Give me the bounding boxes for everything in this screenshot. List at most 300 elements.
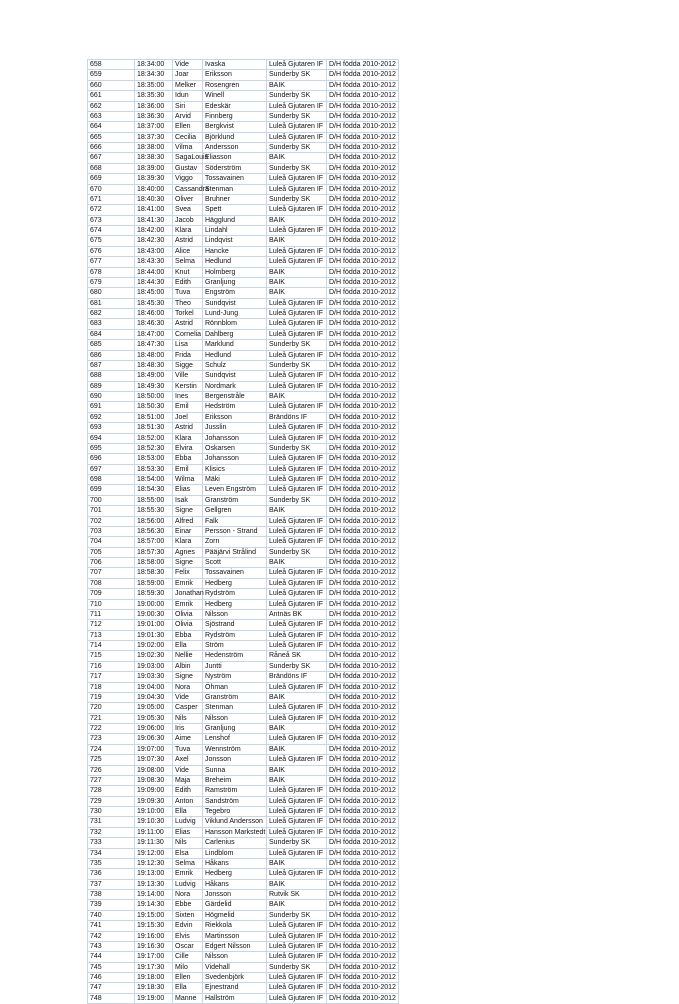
- class-cell: D/H födda 2010-2012: [327, 651, 399, 661]
- club-cell: BAIK: [267, 724, 327, 734]
- start-time-cell: 18:46:00: [135, 309, 173, 319]
- first-name-cell: Ebba: [173, 454, 203, 464]
- first-name-cell: Felix: [173, 568, 203, 578]
- table-row: [88, 879, 399, 889]
- first-name-cell: SagaLouis: [173, 153, 203, 163]
- table-row: [88, 329, 399, 339]
- club-cell: Luleå Gjutaren IF: [267, 329, 327, 339]
- class-cell: D/H födda 2010-2012: [327, 578, 399, 588]
- last-name-cell: Hallström: [203, 993, 267, 1003]
- last-name-cell: Edgert Nilsson: [203, 941, 267, 951]
- start-time-cell: 18:52:00: [135, 433, 173, 443]
- first-name-cell: Joel: [173, 412, 203, 422]
- class-cell: D/H födda 2010-2012: [327, 506, 399, 516]
- class-cell: D/H födda 2010-2012: [327, 454, 399, 464]
- club-cell: Sunderby SK: [267, 910, 327, 920]
- last-name-cell: Bergenstråle: [203, 392, 267, 402]
- last-name-cell: Jonsson: [203, 755, 267, 765]
- club-cell: BAIK: [267, 277, 327, 287]
- start-time-cell: 18:43:30: [135, 257, 173, 267]
- first-name-cell: Casper: [173, 703, 203, 713]
- table-row: [88, 443, 399, 453]
- start-time-cell: 18:47:00: [135, 329, 173, 339]
- club-cell: Luleå Gjutaren IF: [267, 786, 327, 796]
- class-cell: D/H födda 2010-2012: [327, 153, 399, 163]
- class-cell: D/H födda 2010-2012: [327, 91, 399, 101]
- table-row: [88, 682, 399, 692]
- last-name-cell: Ramström: [203, 786, 267, 796]
- start-time-cell: 18:40:00: [135, 184, 173, 194]
- first-name-cell: Axel: [173, 755, 203, 765]
- table-row: [88, 194, 399, 204]
- table-row: [88, 495, 399, 505]
- table-row: [88, 599, 399, 609]
- club-cell: Sunderby SK: [267, 340, 327, 350]
- table-row: [88, 485, 399, 495]
- first-name-cell: Theo: [173, 298, 203, 308]
- class-cell: D/H födda 2010-2012: [327, 226, 399, 236]
- table-row: [88, 298, 399, 308]
- club-cell: Sunderby SK: [267, 661, 327, 671]
- start-number-cell: 690: [88, 392, 135, 402]
- start-time-cell: 18:47:30: [135, 340, 173, 350]
- start-number-cell: 748: [88, 993, 135, 1003]
- club-cell: Luleå Gjutaren IF: [267, 381, 327, 391]
- table-row: [88, 589, 399, 599]
- start-number-cell: 739: [88, 900, 135, 910]
- first-name-cell: Wilma: [173, 475, 203, 485]
- last-name-cell: Gärdelid: [203, 900, 267, 910]
- club-cell: Luleå Gjutaren IF: [267, 101, 327, 111]
- table-row: [88, 568, 399, 578]
- start-time-cell: 19:13:30: [135, 879, 173, 889]
- start-number-cell: 663: [88, 111, 135, 121]
- first-name-cell: Tuva: [173, 288, 203, 298]
- start-time-cell: 19:18:30: [135, 983, 173, 993]
- table-row: [88, 360, 399, 370]
- table-row: [88, 827, 399, 837]
- first-name-cell: Astrid: [173, 423, 203, 433]
- table-row: [88, 153, 399, 163]
- first-name-cell: Sigge: [173, 360, 203, 370]
- club-cell: Luleå Gjutaren IF: [267, 184, 327, 194]
- start-number-cell: 716: [88, 661, 135, 671]
- last-name-cell: Ström: [203, 641, 267, 651]
- first-name-cell: Sixten: [173, 910, 203, 920]
- table-row: [88, 402, 399, 412]
- club-cell: Luleå Gjutaren IF: [267, 454, 327, 464]
- start-number-cell: 733: [88, 838, 135, 848]
- start-number-cell: 661: [88, 91, 135, 101]
- club-cell: Luleå Gjutaren IF: [267, 713, 327, 723]
- club-cell: Luleå Gjutaren IF: [267, 423, 327, 433]
- table-row: [88, 547, 399, 557]
- table-row: [88, 246, 399, 256]
- last-name-cell: Hedberg: [203, 599, 267, 609]
- first-name-cell: Agnes: [173, 547, 203, 557]
- start-time-cell: 19:00:00: [135, 599, 173, 609]
- class-cell: D/H födda 2010-2012: [327, 329, 399, 339]
- start-time-cell: 18:38:30: [135, 153, 173, 163]
- start-time-cell: 19:16:30: [135, 941, 173, 951]
- start-time-cell: 18:58:30: [135, 568, 173, 578]
- last-name-cell: Nordmark: [203, 381, 267, 391]
- start-number-cell: 708: [88, 578, 135, 588]
- first-name-cell: Knut: [173, 267, 203, 277]
- start-number-cell: 730: [88, 807, 135, 817]
- start-time-cell: 19:17:30: [135, 962, 173, 972]
- start-number-cell: 687: [88, 360, 135, 370]
- start-time-cell: 18:49:00: [135, 371, 173, 381]
- table-row: [88, 537, 399, 547]
- club-cell: Luleå Gjutaren IF: [267, 298, 327, 308]
- first-name-cell: Elvira: [173, 443, 203, 453]
- start-time-cell: 18:36:00: [135, 101, 173, 111]
- start-time-cell: 18:51:30: [135, 423, 173, 433]
- table-row: [88, 910, 399, 920]
- class-cell: D/H födda 2010-2012: [327, 277, 399, 287]
- table-row: [88, 122, 399, 132]
- last-name-cell: Lindqvist: [203, 236, 267, 246]
- class-cell: D/H födda 2010-2012: [327, 609, 399, 619]
- club-cell: BAIK: [267, 558, 327, 568]
- start-number-cell: 745: [88, 962, 135, 972]
- first-name-cell: Ella: [173, 641, 203, 651]
- class-cell: D/H födda 2010-2012: [327, 60, 399, 70]
- first-name-cell: Klara: [173, 226, 203, 236]
- table-row: [88, 775, 399, 785]
- table-row: [88, 890, 399, 900]
- last-name-cell: Mäki: [203, 475, 267, 485]
- first-name-cell: Olivia: [173, 609, 203, 619]
- class-cell: D/H födda 2010-2012: [327, 838, 399, 848]
- class-cell: D/H födda 2010-2012: [327, 215, 399, 225]
- table-row: [88, 506, 399, 516]
- table-row: [88, 433, 399, 443]
- start-number-cell: 675: [88, 236, 135, 246]
- table-row: [88, 526, 399, 536]
- start-time-cell: 19:01:00: [135, 620, 173, 630]
- start-number-cell: 741: [88, 921, 135, 931]
- club-cell: Luleå Gjutaren IF: [267, 848, 327, 858]
- last-name-cell: Eriksson: [203, 412, 267, 422]
- club-cell: Luleå Gjutaren IF: [267, 226, 327, 236]
- table-row: [88, 703, 399, 713]
- last-name-cell: Öhman: [203, 682, 267, 692]
- table-row: [88, 392, 399, 402]
- class-cell: D/H födda 2010-2012: [327, 661, 399, 671]
- last-name-cell: Andersson: [203, 143, 267, 153]
- first-name-cell: Emrik: [173, 599, 203, 609]
- first-name-cell: Torkel: [173, 309, 203, 319]
- class-cell: D/H födda 2010-2012: [327, 900, 399, 910]
- club-cell: Luleå Gjutaren IF: [267, 122, 327, 132]
- class-cell: D/H födda 2010-2012: [327, 848, 399, 858]
- club-cell: Luleå Gjutaren IF: [267, 174, 327, 184]
- start-time-cell: 18:44:30: [135, 277, 173, 287]
- club-cell: Luleå Gjutaren IF: [267, 309, 327, 319]
- start-time-cell: 18:39:00: [135, 163, 173, 173]
- table-row: [88, 277, 399, 287]
- club-cell: Luleå Gjutaren IF: [267, 319, 327, 329]
- start-number-cell: 674: [88, 226, 135, 236]
- start-number-cell: 707: [88, 568, 135, 578]
- class-cell: D/H födda 2010-2012: [327, 703, 399, 713]
- start-number-cell: 680: [88, 288, 135, 298]
- club-cell: Sunderby SK: [267, 547, 327, 557]
- table-row: [88, 132, 399, 142]
- table-row: [88, 744, 399, 754]
- club-cell: Sunderby SK: [267, 495, 327, 505]
- first-name-cell: Viggo: [173, 174, 203, 184]
- club-cell: Luleå Gjutaren IF: [267, 921, 327, 931]
- start-time-cell: 19:06:30: [135, 734, 173, 744]
- last-name-cell: Eliasson: [203, 153, 267, 163]
- start-time-cell: 19:02:30: [135, 651, 173, 661]
- class-cell: D/H födda 2010-2012: [327, 786, 399, 796]
- club-cell: Luleå Gjutaren IF: [267, 578, 327, 588]
- start-number-cell: 660: [88, 80, 135, 90]
- class-cell: D/H födda 2010-2012: [327, 516, 399, 526]
- start-number-cell: 689: [88, 381, 135, 391]
- first-name-cell: Ebbe: [173, 900, 203, 910]
- start-time-cell: 19:04:30: [135, 692, 173, 702]
- last-name-cell: Svedenbjörk: [203, 973, 267, 983]
- start-time-cell: 19:06:00: [135, 724, 173, 734]
- start-number-cell: 684: [88, 329, 135, 339]
- club-cell: Luleå Gjutaren IF: [267, 941, 327, 951]
- last-name-cell: Tossavainen: [203, 174, 267, 184]
- club-cell: Luleå Gjutaren IF: [267, 796, 327, 806]
- start-time-cell: 19:11:30: [135, 838, 173, 848]
- class-cell: D/H födda 2010-2012: [327, 692, 399, 702]
- start-time-cell: 18:49:30: [135, 381, 173, 391]
- last-name-cell: Söderström: [203, 163, 267, 173]
- table-row: [88, 993, 399, 1003]
- table-row: [88, 641, 399, 651]
- start-time-cell: 18:54:00: [135, 475, 173, 485]
- club-cell: Sunderby SK: [267, 443, 327, 453]
- class-cell: D/H födda 2010-2012: [327, 641, 399, 651]
- start-number-cell: 681: [88, 298, 135, 308]
- club-cell: Luleå Gjutaren IF: [267, 630, 327, 640]
- start-number-cell: 664: [88, 122, 135, 132]
- first-name-cell: Astrid: [173, 236, 203, 246]
- start-number-cell: 682: [88, 309, 135, 319]
- start-time-cell: 18:55:30: [135, 506, 173, 516]
- first-name-cell: Emrik: [173, 869, 203, 879]
- class-cell: D/H födda 2010-2012: [327, 817, 399, 827]
- start-time-cell: 19:10:00: [135, 807, 173, 817]
- start-time-cell: 19:05:30: [135, 713, 173, 723]
- table-row: [88, 962, 399, 972]
- table-row: [88, 609, 399, 619]
- table-row: [88, 661, 399, 671]
- club-cell: BAIK: [267, 506, 327, 516]
- start-number-cell: 731: [88, 817, 135, 827]
- first-name-cell: Ellen: [173, 122, 203, 132]
- class-cell: D/H födda 2010-2012: [327, 952, 399, 962]
- start-list-body: [88, 60, 399, 1004]
- start-number-cell: 720: [88, 703, 135, 713]
- start-time-cell: 18:54:30: [135, 485, 173, 495]
- start-time-cell: 18:34:30: [135, 70, 173, 80]
- last-name-cell: Lund-Jung: [203, 309, 267, 319]
- class-cell: D/H födda 2010-2012: [327, 246, 399, 256]
- club-cell: Sunderby SK: [267, 194, 327, 204]
- start-number-cell: 700: [88, 495, 135, 505]
- last-name-cell: Hedlund: [203, 350, 267, 360]
- first-name-cell: Vilma: [173, 143, 203, 153]
- first-name-cell: Tuva: [173, 744, 203, 754]
- last-name-cell: Sjöstrand: [203, 620, 267, 630]
- start-time-cell: 19:07:30: [135, 755, 173, 765]
- table-row: [88, 111, 399, 121]
- table-row: [88, 796, 399, 806]
- club-cell: BAIK: [267, 692, 327, 702]
- start-time-cell: 18:42:00: [135, 226, 173, 236]
- start-number-cell: 666: [88, 143, 135, 153]
- first-name-cell: Ella: [173, 983, 203, 993]
- club-cell: BAIK: [267, 153, 327, 163]
- club-cell: Luleå Gjutaren IF: [267, 516, 327, 526]
- start-number-cell: 738: [88, 890, 135, 900]
- start-time-cell: 19:09:30: [135, 796, 173, 806]
- last-name-cell: Scott: [203, 558, 267, 568]
- club-cell: Luleå Gjutaren IF: [267, 869, 327, 879]
- start-number-cell: 668: [88, 163, 135, 173]
- club-cell: Sunderby SK: [267, 962, 327, 972]
- class-cell: D/H födda 2010-2012: [327, 392, 399, 402]
- first-name-cell: Ellen: [173, 973, 203, 983]
- start-number-cell: 723: [88, 734, 135, 744]
- last-name-cell: Spett: [203, 205, 267, 215]
- last-name-cell: Jonsson: [203, 890, 267, 900]
- start-number-cell: 679: [88, 277, 135, 287]
- first-name-cell: Signe: [173, 506, 203, 516]
- last-name-cell: Falk: [203, 516, 267, 526]
- first-name-cell: Kerstin: [173, 381, 203, 391]
- table-row: [88, 340, 399, 350]
- start-time-cell: 19:05:00: [135, 703, 173, 713]
- first-name-cell: Ines: [173, 392, 203, 402]
- class-cell: D/H födda 2010-2012: [327, 257, 399, 267]
- club-cell: Sunderby SK: [267, 111, 327, 121]
- start-number-cell: 665: [88, 132, 135, 142]
- club-cell: Sunderby SK: [267, 360, 327, 370]
- first-name-cell: Astrid: [173, 319, 203, 329]
- club-cell: Sunderby SK: [267, 838, 327, 848]
- start-number-cell: 704: [88, 537, 135, 547]
- start-number-cell: 726: [88, 765, 135, 775]
- table-row: [88, 215, 399, 225]
- start-number-cell: 740: [88, 910, 135, 920]
- table-row: [88, 713, 399, 723]
- first-name-cell: Elias: [173, 827, 203, 837]
- class-cell: D/H födda 2010-2012: [327, 775, 399, 785]
- start-number-cell: 715: [88, 651, 135, 661]
- first-name-cell: Cille: [173, 952, 203, 962]
- start-time-cell: 19:19:00: [135, 993, 173, 1003]
- start-time-cell: 18:44:00: [135, 267, 173, 277]
- last-name-cell: Granström: [203, 692, 267, 702]
- class-cell: D/H födda 2010-2012: [327, 464, 399, 474]
- table-row: [88, 931, 399, 941]
- table-row: [88, 226, 399, 236]
- start-number-cell: 699: [88, 485, 135, 495]
- class-cell: D/H födda 2010-2012: [327, 122, 399, 132]
- last-name-cell: Granljung: [203, 277, 267, 287]
- last-name-cell: Dahlberg: [203, 329, 267, 339]
- table-row: [88, 412, 399, 422]
- last-name-cell: Gellgren: [203, 506, 267, 516]
- first-name-cell: Melker: [173, 80, 203, 90]
- table-row: [88, 381, 399, 391]
- start-number-cell: 688: [88, 371, 135, 381]
- first-name-cell: Nils: [173, 838, 203, 848]
- class-cell: D/H födda 2010-2012: [327, 163, 399, 173]
- class-cell: D/H födda 2010-2012: [327, 443, 399, 453]
- class-cell: D/H födda 2010-2012: [327, 672, 399, 682]
- start-time-cell: 19:07:00: [135, 744, 173, 754]
- table-row: [88, 350, 399, 360]
- start-number-cell: 693: [88, 423, 135, 433]
- first-name-cell: Ella: [173, 807, 203, 817]
- first-name-cell: Vide: [173, 765, 203, 775]
- start-number-cell: 695: [88, 443, 135, 453]
- start-number-cell: 696: [88, 454, 135, 464]
- class-cell: D/H födda 2010-2012: [327, 890, 399, 900]
- last-name-cell: Lenshof: [203, 734, 267, 744]
- club-cell: Luleå Gjutaren IF: [267, 807, 327, 817]
- start-time-cell: 19:16:00: [135, 931, 173, 941]
- class-cell: D/H födda 2010-2012: [327, 568, 399, 578]
- start-time-cell: 18:46:30: [135, 319, 173, 329]
- start-time-cell: 19:00:30: [135, 609, 173, 619]
- start-number-cell: 721: [88, 713, 135, 723]
- table-row: [88, 257, 399, 267]
- first-name-cell: Signe: [173, 558, 203, 568]
- table-row: [88, 288, 399, 298]
- first-name-cell: Siri: [173, 101, 203, 111]
- last-name-cell: Tegebro: [203, 807, 267, 817]
- class-cell: D/H födda 2010-2012: [327, 475, 399, 485]
- last-name-cell: Nilsson: [203, 713, 267, 723]
- table-row: [88, 205, 399, 215]
- club-cell: BAIK: [267, 900, 327, 910]
- start-time-cell: 18:55:00: [135, 495, 173, 505]
- club-cell: Sunderby SK: [267, 70, 327, 80]
- start-time-cell: 18:37:00: [135, 122, 173, 132]
- first-name-cell: Selma: [173, 858, 203, 868]
- last-name-cell: Sundqvist: [203, 298, 267, 308]
- class-cell: D/H födda 2010-2012: [327, 132, 399, 142]
- start-time-cell: 18:50:00: [135, 392, 173, 402]
- class-cell: D/H födda 2010-2012: [327, 526, 399, 536]
- start-time-cell: 18:35:00: [135, 80, 173, 90]
- table-row: [88, 475, 399, 485]
- first-name-cell: Edith: [173, 277, 203, 287]
- last-name-cell: Riekkola: [203, 921, 267, 931]
- last-name-cell: Edeskär: [203, 101, 267, 111]
- class-cell: D/H födda 2010-2012: [327, 80, 399, 90]
- last-name-cell: Marklund: [203, 340, 267, 350]
- first-name-cell: Vide: [173, 60, 203, 70]
- club-cell: Luleå Gjutaren IF: [267, 371, 327, 381]
- class-cell: D/H födda 2010-2012: [327, 796, 399, 806]
- table-row: [88, 651, 399, 661]
- club-cell: Luleå Gjutaren IF: [267, 827, 327, 837]
